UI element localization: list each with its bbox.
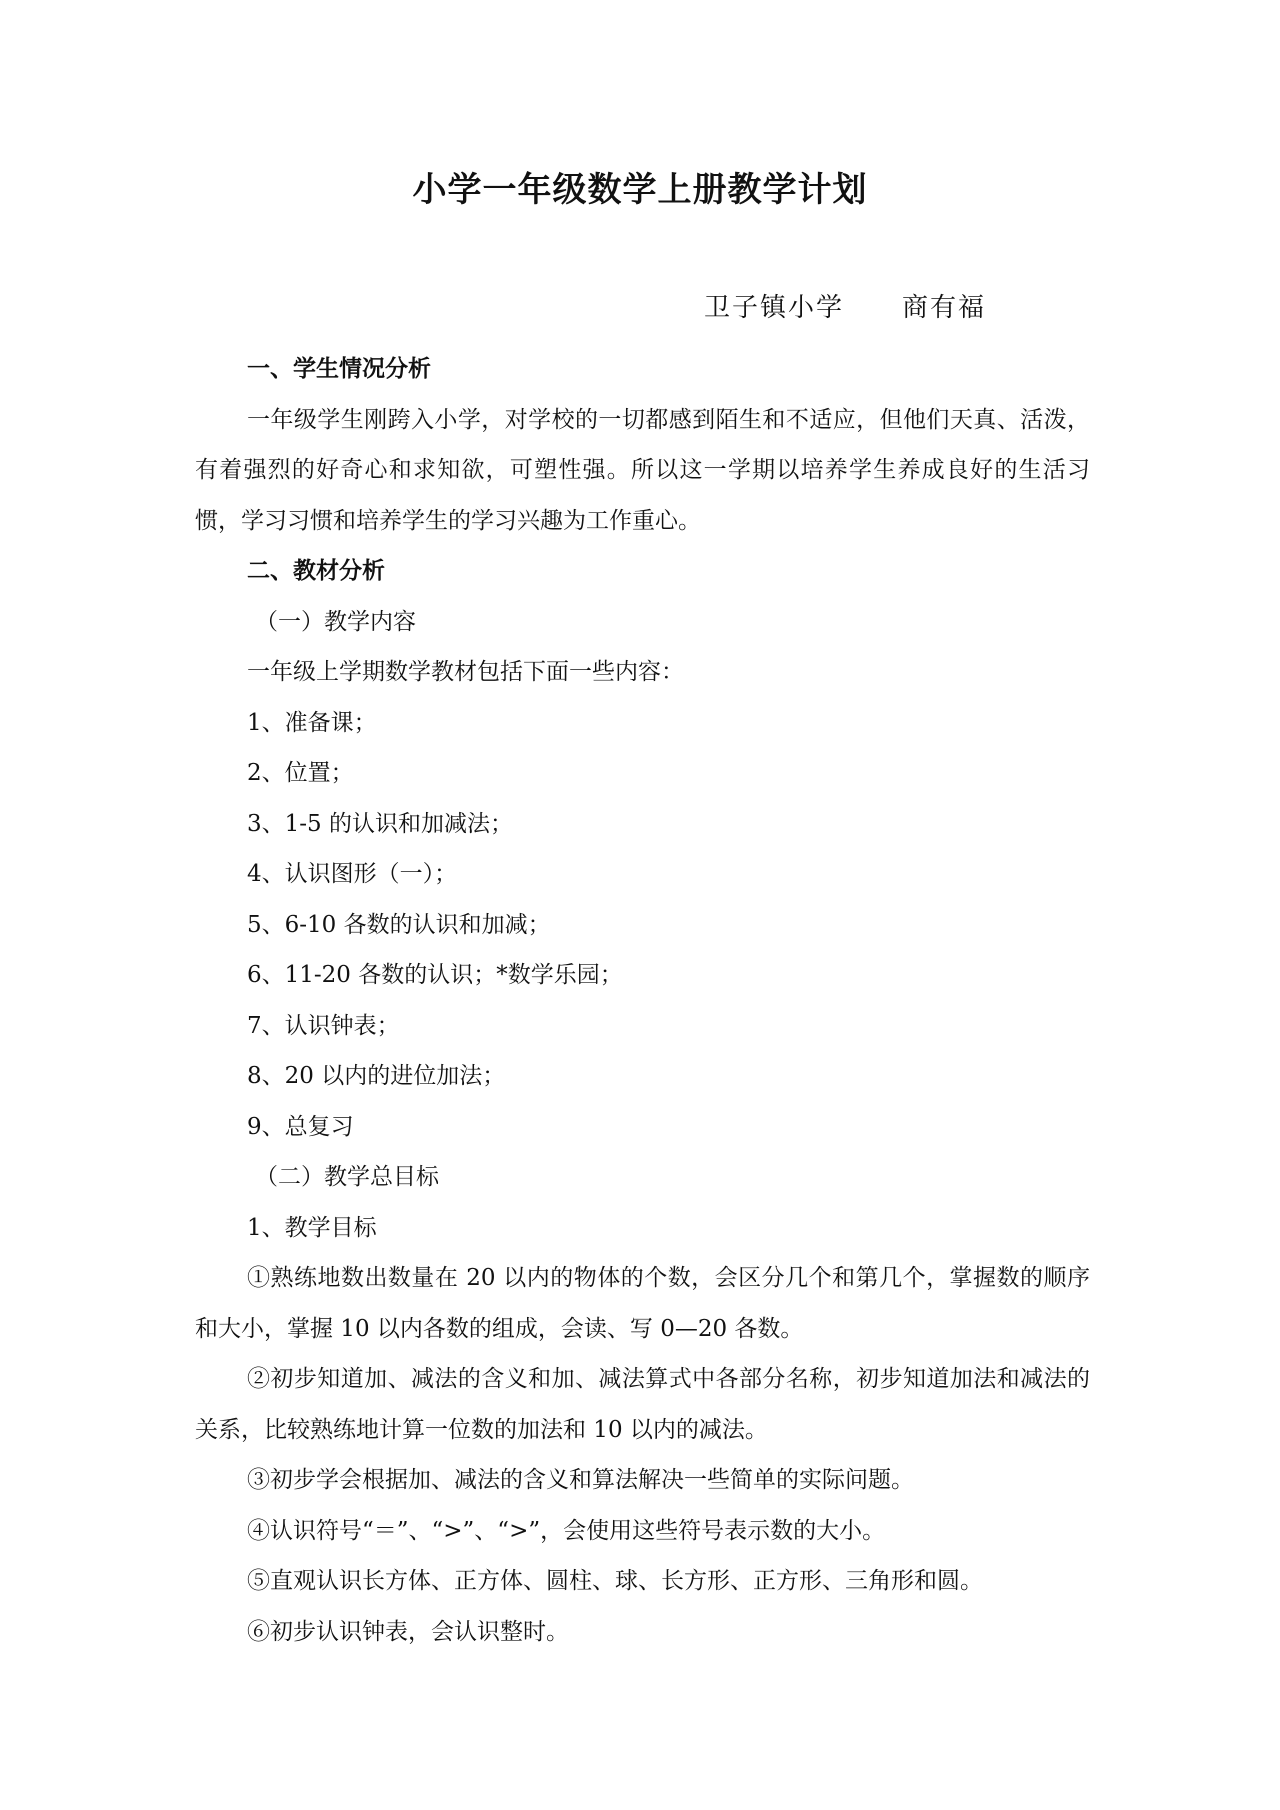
content-list-item: 4、认识图形（一）； — [247, 861, 458, 887]
goal-item: ②初步知道加、减法的含义和加、减法算式中各部分名称，初步知道加法和减法的关系，比较熟练地计算一位数的加法和 10 以内的减法。 — [195, 1366, 1090, 1443]
student-analysis-paragraph: 一年级学生刚跨入小学，对学校的一切都感到陌生和不适应，但他们天真、活泼，有着强烈的好奇心和求知欲，可塑性强。所以这一学期以培养学生养成良好的生活习惯，学习习惯和培养学生的学习兴趣为工作重心。 — [195, 406, 1090, 534]
subheading-overall-goals: （二）教学总目标 — [255, 1164, 439, 1190]
content-list-item: 3、1-5 的认识和加减法； — [247, 810, 513, 837]
subheading-teaching-content: （一）教学内容 — [255, 608, 416, 635]
author-name: 商有福 — [902, 293, 987, 323]
goal-item: ①熟练地数出数量在 20 以内的物体的个数，会区分几个和第几个，掌握数的顺序和大小，掌握 10 以内各数的组成，会读、写 0—20 各数。 — [195, 1265, 1090, 1342]
content-list-item: 1、准备课； — [247, 709, 377, 736]
document-body — [195, 344, 1090, 1657]
goal-item: ⑥初步认识钟表，会认识整时。 — [247, 1618, 569, 1645]
content-intro: 一年级上学期数学教材包括下面一些内容： — [247, 659, 684, 685]
author-line — [704, 287, 986, 324]
content-list-item: 8、20 以内的进位加法； — [247, 1063, 506, 1089]
content-list-item: 6、11-20 各数的认识；*数学乐园； — [247, 962, 623, 988]
section-heading-student-analysis: 一、学生情况分析 — [247, 356, 431, 382]
author-school: 卫子镇小学 — [704, 293, 845, 323]
goal-item: ④认识符号“＝”、“>”、“>”，会使用这些符号表示数的大小。 — [247, 1517, 886, 1544]
document-title: 小学一年级数学上册教学计划 — [412, 170, 868, 210]
content-list-item: 2、位置； — [247, 760, 354, 786]
goal-item: ③初步学会根据加、减法的含义和算法解决一些简单的实际问题。 — [247, 1467, 914, 1493]
content-list-item: 5、6-10 各数的认识和加减； — [247, 911, 551, 938]
section-heading-textbook-analysis: 二、教材分析 — [247, 558, 385, 584]
content-list-item: 7、认识钟表； — [247, 1012, 400, 1039]
goals-heading: 1、教学目标 — [247, 1214, 377, 1241]
goal-item: ⑤直观认识长方体、正方体、圆柱、球、长方形、正方形、三角形和圆。 — [247, 1568, 983, 1594]
content-list-item: 9、总复习 — [247, 1113, 354, 1140]
